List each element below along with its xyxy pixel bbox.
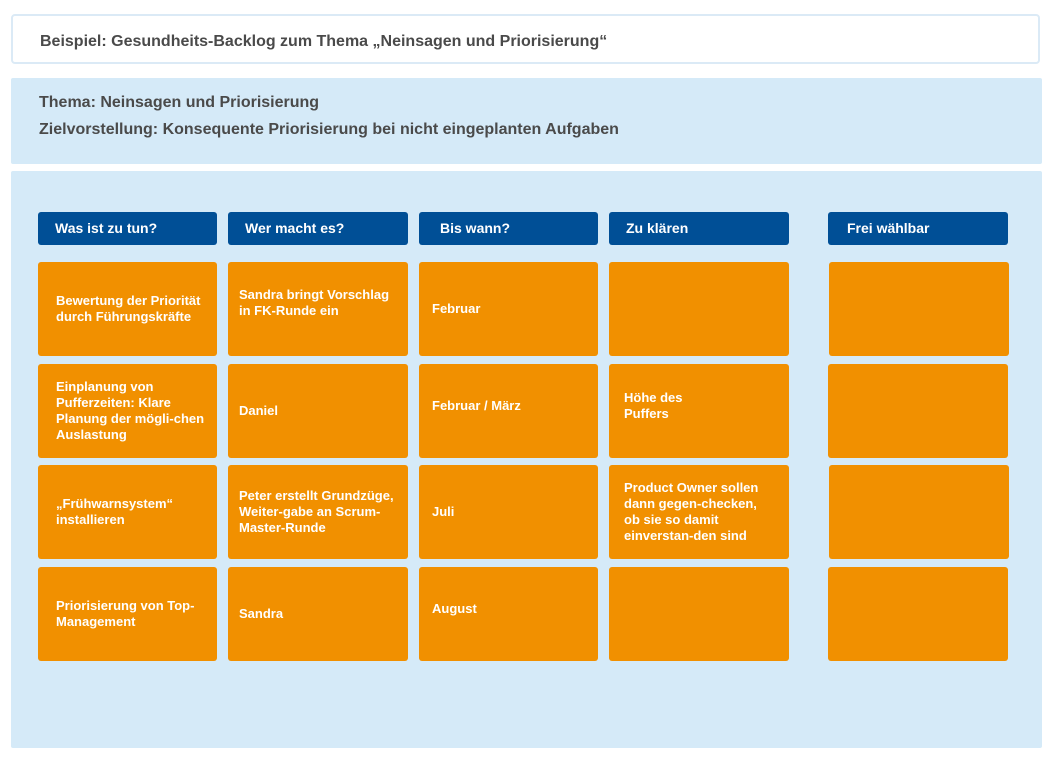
card-what-3: „Frühwarnsystem“ installieren <box>38 465 217 559</box>
card-what-2: Einplanung von Pufferzeiten: Klare Planung der mögli-chen Auslastung <box>38 364 217 458</box>
card-who-1: Sandra bringt Vorschlag in FK-Runde ein <box>228 262 408 356</box>
card-clarify-4 <box>609 567 789 661</box>
header-who: Wer macht es? <box>228 212 408 245</box>
card-when-2: Februar / März <box>419 364 598 458</box>
card-clarify-3: Product Owner sollen dann gegen-checken, ob sie so damit einverstan-den sind <box>609 465 789 559</box>
card-free-1 <box>829 262 1009 356</box>
header-free: Frei wählbar <box>828 212 1008 245</box>
card-who-4: Sandra <box>228 567 408 661</box>
title-box <box>11 14 1040 64</box>
card-when-4: August <box>419 567 598 661</box>
card-when-3: Juli <box>419 465 598 559</box>
card-free-3 <box>829 465 1009 559</box>
card-what-4: Priorisierung von Top-Management <box>38 567 217 661</box>
card-who-2: Daniel <box>228 364 408 458</box>
header-what: Was ist zu tun? <box>38 212 217 245</box>
header-clarify: Zu klären <box>609 212 789 245</box>
card-free-2 <box>828 364 1008 458</box>
header-when: Bis wann? <box>419 212 598 245</box>
card-when-1: Februar <box>419 262 598 356</box>
card-clarify-1 <box>609 262 789 356</box>
card-what-1: Bewertung der Priorität durch Führungskräfte <box>38 262 217 356</box>
theme-goal: Zielvorstellung: Konsequente Priorisierung bei nicht eingeplanten Aufgaben <box>39 121 619 138</box>
page-title: Beispiel: Gesundheits-Backlog zum Thema „Neinsagen und Priorisierung“ <box>40 33 608 50</box>
theme-box <box>11 78 1042 164</box>
card-free-4 <box>828 567 1008 661</box>
card-clarify-2: Höhe des Puffers <box>609 364 789 458</box>
theme-topic: Thema: Neinsagen und Priorisierung <box>39 94 320 111</box>
card-who-3: Peter erstellt Grundzüge, Weiter-gabe an Scrum-Master-Runde <box>228 465 408 559</box>
backlog-board <box>11 171 1042 748</box>
